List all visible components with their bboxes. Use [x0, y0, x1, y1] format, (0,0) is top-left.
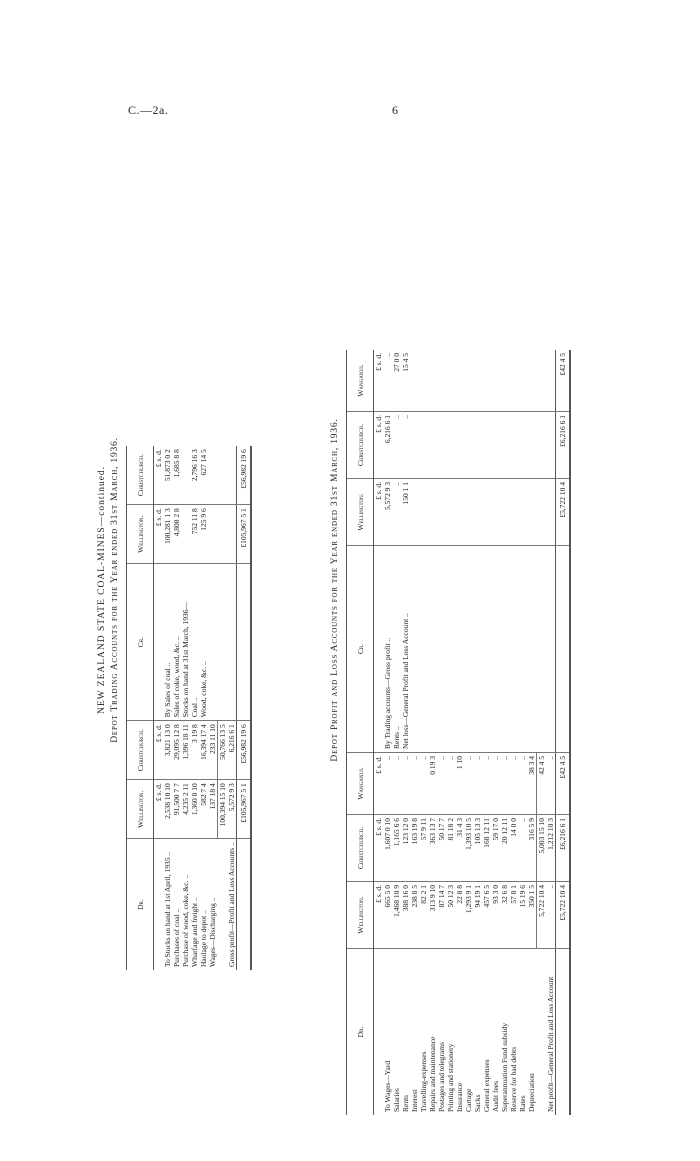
dr-label: Sacks: [473, 1094, 482, 1112]
dr-label: Gross profit—Profit and Loss Accounts ..: [227, 842, 236, 967]
wanganui-subtotal: 42 4 5: [537, 753, 547, 815]
wanganui-value: 38 3 4: [527, 753, 537, 815]
wanganui-value: ..: [392, 753, 401, 815]
blank: [227, 446, 237, 505]
wanganui-value: ..: [410, 753, 419, 815]
wellington-value: 22 8 8: [455, 882, 464, 949]
wellington-value: 1,360 8 10: [190, 780, 199, 839]
wellington-value: 2,538 10 10: [163, 780, 172, 839]
christchurch-value: [446, 412, 455, 479]
wanganui-value: [437, 350, 446, 412]
wanganui-value: [446, 350, 455, 412]
christchurch-value: [455, 412, 464, 479]
christchurch-value: 3 19 8: [190, 721, 199, 780]
wellington-value: 752 11 8: [190, 505, 199, 564]
unit-label: £ s. d.: [154, 505, 164, 564]
wellington-value: 82 2 1: [419, 882, 428, 949]
wellington-value: 137 18 4: [208, 780, 218, 839]
wellington-value: 125 9 6: [199, 505, 208, 564]
dr-label: [537, 949, 547, 1116]
table-row: [518, 350, 527, 1115]
cr-label: [446, 546, 455, 753]
wanganui-value: ..: [446, 753, 455, 815]
blank: [537, 412, 547, 479]
christchurch-total: £6,216 6 1: [556, 815, 571, 882]
dr-label: Superannuation Fund subsidy: [500, 1022, 509, 1112]
christchurch-subtotal: 5,003 15 10: [537, 815, 547, 882]
blank: [546, 412, 556, 479]
rotated-page: [30, 40, 650, 1140]
wellington-value: [446, 479, 455, 546]
table-row: [227, 446, 237, 970]
christchurch-value: 59 17 0: [491, 815, 500, 882]
dr-label: [154, 839, 164, 970]
unit-label: £ s. d.: [154, 721, 164, 780]
christchurch-value: 123 12 0: [401, 815, 410, 882]
cr-label: [509, 546, 518, 753]
dr-label: Interest: [410, 1089, 419, 1112]
christchurch-value: 50 17 7: [437, 815, 446, 882]
christchurch-value: [464, 412, 473, 479]
wanganui-value: ..: [500, 753, 509, 815]
col-wellington: Wellington.: [347, 882, 374, 949]
dr-label: Rates: [518, 1095, 527, 1112]
cr-label: [537, 546, 547, 753]
dr-label: Repairs and maintenance: [428, 1036, 437, 1112]
wellington-value: [208, 505, 218, 564]
cr-label: [154, 564, 164, 721]
table-row: [181, 446, 190, 970]
dr-label: To Wages—Yard: [383, 1060, 392, 1112]
wanganui-value: [419, 350, 428, 412]
dr-label: Wages—Discharging ..: [208, 897, 217, 967]
wellington-value: [500, 479, 509, 546]
table-row: [455, 350, 464, 1115]
wanganui-value: ..: [509, 753, 518, 815]
christchurch-value: [473, 412, 482, 479]
wanganui-value: [455, 350, 464, 412]
wellington-value: [437, 479, 446, 546]
wanganui-value: [518, 350, 527, 412]
col-wellington: Wellington.: [127, 505, 154, 564]
christchurch-value: [208, 446, 218, 505]
table-row: [218, 446, 228, 970]
wellington-value: 94 19 1: [473, 882, 482, 949]
christchurch-value: [509, 412, 518, 479]
christchurch-value: 105 13 3: [473, 815, 482, 882]
christchurch-subtotal: 50,766 13 5: [218, 721, 228, 780]
christchurch-value: 51,873 0 2: [163, 446, 172, 505]
christchurch-value: 81 18 2: [446, 815, 455, 882]
table-row: [500, 350, 509, 1115]
dr-label: Audit fees: [491, 1080, 500, 1112]
unit-label: £ s. d.: [374, 412, 384, 479]
wanganui-value: ..: [518, 753, 527, 815]
dr-label: Purchases of coal ..: [172, 908, 181, 967]
col-christchurch: Christchurch.: [127, 446, 154, 505]
christchurch-value: [491, 412, 500, 479]
cr-label: [455, 546, 464, 753]
table-row: [237, 446, 252, 970]
wellington-value: 582 7 4: [199, 780, 208, 839]
christchurch-value: 1,396 18 11: [181, 721, 190, 780]
dr-label: Haulage to depot ..: [199, 910, 208, 967]
christchurch-value: 168 12 11: [482, 815, 491, 882]
cr-label: [482, 546, 491, 753]
table-row: [199, 446, 208, 970]
table-row: [509, 350, 518, 1115]
table-row: [208, 446, 218, 970]
dr-label: To Stocks on hand at 1st April, 1935 ..: [163, 851, 172, 967]
cr-label: By Sales of coal ..: [163, 564, 172, 721]
christchurch-value: 233 11 10: [208, 721, 218, 780]
wellington-value: 93 3 0: [491, 882, 500, 949]
christchurch-value: [518, 412, 527, 479]
wanganui-value: [482, 350, 491, 412]
wanganui-value: ..: [383, 753, 392, 815]
cr-label: [500, 546, 509, 753]
wellington-value: [419, 479, 428, 546]
wellington-value: ..: [546, 882, 556, 949]
blank: [218, 446, 228, 505]
wanganui-total: £42 4 5: [556, 753, 571, 815]
christchurch-value: 29,095 12 8: [172, 721, 181, 780]
cr-label: [491, 546, 500, 753]
wanganui-value: ..: [401, 753, 410, 815]
table-row: [428, 350, 437, 1115]
christchurch-value: 1,685 8 8: [172, 446, 181, 505]
col-wellington: Wellington.: [127, 780, 154, 839]
dr-label: Travelling-expenses: [419, 1051, 428, 1112]
wanganui-value: [509, 350, 518, 412]
cr-label: [428, 546, 437, 753]
dr-label: Salaries: [392, 1088, 401, 1112]
table-row: [556, 350, 571, 1115]
table-row: [464, 350, 473, 1115]
wellington-value: 238 8 5: [410, 882, 419, 949]
christchurch-value: 363 13 7: [428, 815, 437, 882]
christchurch-value: 14 0 0: [509, 815, 518, 882]
unit-label: £ s. d.: [154, 446, 164, 505]
dr-label: Cartage: [464, 1088, 473, 1112]
table-row: [401, 350, 410, 1115]
table-row: [172, 446, 181, 970]
christchurch-total: £56,982 19 6: [237, 721, 252, 780]
dr-label: Purchase of wood, coke, &c. ..: [181, 874, 190, 967]
cr-label: [437, 546, 446, 753]
christchurch-value: 57 9 11: [419, 815, 428, 882]
table-row: [374, 350, 384, 1115]
wellington-value: 388 16 0: [401, 882, 410, 949]
wanganui-value: [464, 350, 473, 412]
christchurch-value: 2,796 16 3: [190, 446, 199, 505]
blank: [227, 505, 237, 564]
wellington-value: 91,500 7 7: [172, 780, 181, 839]
table-row: [527, 350, 537, 1115]
wellington-value: 57 8 1: [509, 882, 518, 949]
wellington-value: [455, 479, 464, 546]
table-row: [410, 350, 419, 1115]
wanganui-value: ..: [491, 753, 500, 815]
cr-label: [464, 546, 473, 753]
christchurch-value: [428, 412, 437, 479]
dr-label: [218, 839, 228, 970]
heading-main: NEW ZEALAND STATE COAL-MINES—continued.: [97, 465, 107, 715]
christchurch-value: 627 14 5: [199, 446, 208, 505]
unit-label: £ s. d.: [374, 815, 384, 882]
christchurch-value: ..: [401, 412, 410, 479]
christchurch-value: 6,216 6 1: [227, 721, 237, 780]
wellington-total: £5,722 10 4: [556, 882, 571, 949]
blank: [537, 350, 547, 412]
wellington-value: [482, 479, 491, 546]
wellington-value: [527, 479, 537, 546]
col-cr: Cr.: [127, 564, 154, 721]
wellington-value: [518, 479, 527, 546]
wanganui-value: ..: [464, 753, 473, 815]
wellington-value: 665 5 0: [383, 882, 392, 949]
dr-label: [237, 839, 252, 970]
wanganui-value: 27 0 0: [392, 350, 401, 412]
wanganui-value: [410, 350, 419, 412]
wellington-value: 5,572 9 3: [227, 780, 237, 839]
blank: [546, 350, 556, 412]
page-number: 6: [392, 103, 398, 117]
wellington-total: £105,967 5 1: [237, 505, 252, 564]
cr-label: [410, 546, 419, 753]
wellington-value: 87 14 7: [437, 882, 446, 949]
christchurch-value: 6,216 6 1: [383, 412, 392, 479]
wellington-subtotal: 100,394 15 10: [218, 780, 228, 839]
wellington-value: 5,572 9 3: [383, 479, 392, 546]
christchurch-value: ..: [392, 412, 401, 479]
dr-label: Insurance: [455, 1082, 464, 1112]
wellington-value: 1,293 9 1: [464, 882, 473, 949]
cr-label: Coal ..: [190, 564, 199, 721]
unit-label: £ s. d.: [374, 350, 384, 412]
cr-label: [218, 564, 228, 721]
christchurch-value: 1,393 10 5: [464, 815, 473, 882]
christchurch-value: [437, 412, 446, 479]
wellington-value: [464, 479, 473, 546]
wellington-total: £105,967 5 1: [237, 780, 252, 839]
wellington-value: 313 9 10: [428, 882, 437, 949]
dr-label: Wharfage and freight ..: [190, 897, 199, 967]
wellington-value: 150 1 1: [401, 479, 410, 546]
dr-label: Reserve for bad debts: [509, 1046, 518, 1112]
col-dr: Dr.: [127, 839, 154, 970]
document-code: C.—2a.: [128, 103, 169, 117]
blank: [546, 479, 556, 546]
dr-label: [374, 949, 384, 1116]
col-dr: Dr.: [347, 949, 374, 1116]
christchurch-total: £56,982 19 6: [237, 446, 252, 505]
wanganui-value: [491, 350, 500, 412]
christchurch-total: £6,216 6 1: [556, 412, 571, 479]
christchurch-value: 3,821 13 0: [163, 721, 172, 780]
unit-label: £ s. d.: [374, 753, 384, 815]
profit-loss-table: [346, 350, 571, 1115]
christchurch-value: 163 19 8: [410, 815, 419, 882]
col-christchurch: Christchurch.: [347, 412, 374, 479]
unit-label: £ s. d.: [154, 780, 164, 839]
table-row: [419, 350, 428, 1115]
wellington-value: 4,808 2 8: [172, 505, 181, 564]
table-row: [154, 446, 164, 970]
wanganui-value: [428, 350, 437, 412]
cr-label: [518, 546, 527, 753]
christchurch-value: [181, 446, 190, 505]
table-row: [482, 350, 491, 1115]
wanganui-value: [527, 350, 537, 412]
christchurch-value: 1,165 6 6: [392, 815, 401, 882]
table-row: [491, 350, 500, 1115]
wellington-value: [428, 479, 437, 546]
cr-label: Stocks on hand at 31st March, 1936—: [181, 564, 190, 721]
wellington-value: 100,281 1 3: [163, 505, 172, 564]
table-row: [383, 350, 392, 1115]
cr-label: [546, 546, 556, 753]
col-cr: Cr.: [347, 546, 374, 753]
dr-label: Net profit—General Profit and Loss Account: [546, 976, 555, 1112]
wanganui-value: 1 10: [455, 753, 464, 815]
wanganui-value: ..: [473, 753, 482, 815]
unit-label: £ s. d.: [374, 479, 384, 546]
cr-label: By Trading accounts—Gross profit ..: [383, 546, 392, 753]
christchurch-value: 1,212 10 3: [546, 815, 556, 882]
wellington-subtotal: 5,722 10 4: [537, 882, 547, 949]
unit-label: £ s. d.: [374, 882, 384, 949]
dr-label: Depreciation: [527, 1073, 536, 1112]
table-row: [163, 446, 172, 970]
christchurch-value: [527, 412, 537, 479]
wanganui-value: 0 19 3: [428, 753, 437, 815]
dr-label: [556, 949, 571, 1116]
wellington-total: £5,722 10 4: [556, 479, 571, 546]
wanganui-value: ..: [383, 350, 392, 412]
trading-table: [126, 446, 252, 970]
dr-label: Postages and telegrams: [437, 1042, 446, 1112]
cr-label: Net loss—General Profit and Loss Account ..: [401, 546, 410, 753]
cr-label: [374, 546, 384, 753]
wellington-value: [509, 479, 518, 546]
wanganui-total: £42 4 5: [556, 350, 571, 412]
cr-label: Sales of coke, wood, &c. ..: [172, 564, 181, 721]
cr-label: [527, 546, 537, 753]
christchurch-value: [500, 412, 509, 479]
wellington-value: 15 19 6: [518, 882, 527, 949]
christchurch-value: [419, 412, 428, 479]
wanganui-value: [500, 350, 509, 412]
wanganui-value: ..: [437, 753, 446, 815]
dr-label: Rents: [401, 1094, 410, 1112]
table-row: [473, 350, 482, 1115]
wellington-value: 350 1 5: [527, 882, 537, 949]
christchurch-value: 31 4 3: [455, 815, 464, 882]
col-wanganui: Wanganui.: [347, 350, 374, 412]
blank: [537, 479, 547, 546]
blank: [218, 505, 228, 564]
wellington-value: 50 12 3: [446, 882, 455, 949]
christchurch-value: 1,607 0 10: [383, 815, 392, 882]
wellington-value: 32 6 8: [500, 882, 509, 949]
table-row: [437, 350, 446, 1115]
col-wanganui: Wanganui.: [347, 753, 374, 815]
wellington-value: [181, 505, 190, 564]
wellington-value: ..: [392, 479, 401, 546]
cr-label: [473, 546, 482, 753]
cr-label: [227, 564, 237, 721]
dr-label: Printing and stationery: [446, 1043, 455, 1112]
col-christchurch: Christchurch.: [347, 815, 374, 882]
table-row: [446, 350, 455, 1115]
wanganui-value: 15 4 5: [401, 350, 410, 412]
wellington-value: [491, 479, 500, 546]
christchurch-value: 316 5 9: [527, 815, 537, 882]
col-christchurch: Christchurch.: [127, 721, 154, 780]
wanganui-value: ..: [482, 753, 491, 815]
dr-label: General expenses: [482, 1059, 491, 1112]
wellington-value: 1,468 10 9: [392, 882, 401, 949]
wanganui-value: [473, 350, 482, 412]
wellington-value: 4,235 2 11: [181, 780, 190, 839]
cr-label: [208, 564, 218, 721]
christchurch-value: ..: [518, 815, 527, 882]
table-row: [537, 350, 547, 1115]
cr-label: Wood, coke, &c. ..: [199, 564, 208, 721]
wanganui-value: ..: [546, 753, 556, 815]
heading-trading: Depot Trading Accounts for the Year ended 31st March, 1936.: [110, 437, 120, 743]
christchurch-value: 20 12 11: [500, 815, 509, 882]
christchurch-value: [482, 412, 491, 479]
christchurch-value: [410, 412, 419, 479]
cr-label: [237, 564, 252, 721]
wellington-value: [473, 479, 482, 546]
table-row: [190, 446, 199, 970]
wellington-value: 457 6 5: [482, 882, 491, 949]
cr-label: [419, 546, 428, 753]
heading-profit-loss: Depot Profit and Loss Accounts for the Year ended 31st March, 1936.: [330, 418, 340, 762]
wellington-value: [410, 479, 419, 546]
christchurch-value: 16,394 17 4: [199, 721, 208, 780]
table-row: [392, 350, 401, 1115]
wanganui-value: ..: [419, 753, 428, 815]
col-wellington: Wellington.: [347, 479, 374, 546]
cr-label: Rents ..: [392, 546, 401, 753]
table-row: [546, 350, 556, 1115]
cr-label: [556, 546, 571, 753]
